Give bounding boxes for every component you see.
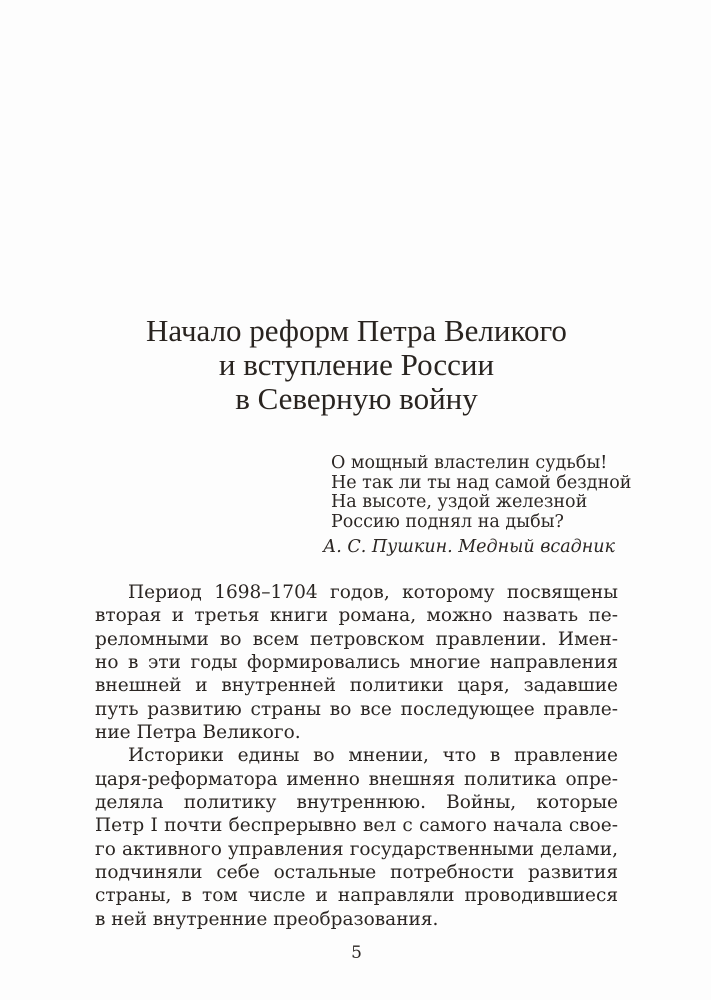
text-line: подчиняли себе остальные потребности развития: [95, 862, 618, 884]
paragraph-2: [95, 744, 618, 931]
text-line: внешней и внутренней политики царя, задавшие: [95, 675, 618, 697]
page-number: 5: [351, 943, 362, 963]
text-line: в ней внутренние преобразования.: [95, 908, 439, 930]
text-line: Период 1698–1704 годов, которому посвящены: [128, 582, 618, 603]
text-line: реломными во всем петровском правлении. Имен-: [95, 628, 618, 650]
chapter-title-line: в Северную войну: [235, 381, 478, 416]
text-line: Петр I почти беспрерывно вел с самого начала свое-: [95, 815, 618, 837]
poem-line: Не так ли ты над самой бездной: [331, 472, 632, 493]
text-line: но в эти годы формировались многие направления: [95, 652, 618, 674]
chapter-title-line: Начало реформ Петра Великого: [146, 313, 567, 348]
text-line: деляла политику внутреннюю. Войны, которые: [95, 792, 618, 814]
text-line: царя-реформатора именно внешняя политика опре-: [95, 768, 618, 790]
poem-line: На высоте, уздой железной: [331, 492, 588, 513]
text-line: Историки едины во мнении, что в правление: [128, 745, 618, 767]
text-line: го активного управления государственными делами,: [95, 838, 618, 860]
epigraph: [323, 454, 631, 558]
epigraph-poem: [323, 454, 631, 533]
text-line: ние Петра Великого.: [95, 722, 301, 744]
chapter-title-line: и вступление России: [218, 347, 495, 382]
text-line: вторая и третья книги романа, можно назвать пе-: [95, 605, 618, 627]
poem-line: Россию поднял на дыбы?: [331, 512, 564, 533]
text-line: страны, в том числе и направляли проводившиеся: [95, 885, 618, 907]
text-line: путь развитию страны во все последующее правле-: [95, 698, 618, 720]
epigraph-attribution: А. С. Пушкин. Медный всадник: [323, 536, 615, 557]
chapter-title: [95, 314, 618, 416]
body-text: [95, 581, 618, 931]
paragraph-1: [95, 581, 618, 744]
poem-line: О мощный властелин судьбы!: [331, 453, 608, 473]
